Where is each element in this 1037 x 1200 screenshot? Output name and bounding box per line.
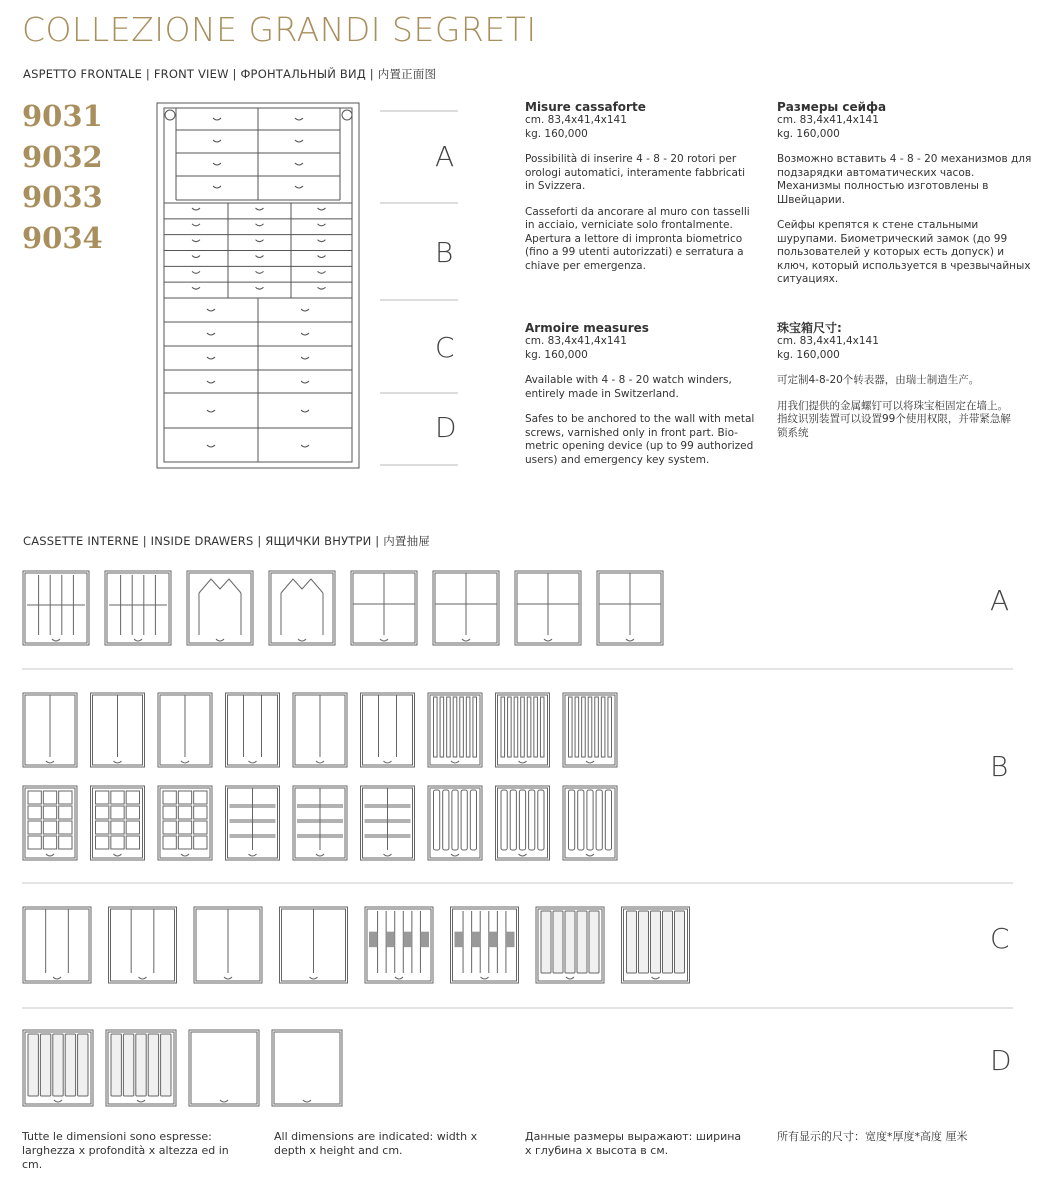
drawer-insert [496, 786, 550, 860]
footer-italian: Tutte le dimensioni sono espresse: larghezza x profondità x altezza ed in cm. [22, 1130, 229, 1171]
section-letter-a: A [435, 140, 455, 173]
page-title: COLLEZIONE GRANDI SEGRETI [22, 10, 537, 49]
handle-icon [462, 639, 470, 641]
drawer-insert [23, 907, 91, 983]
drawer-insert [451, 907, 519, 983]
handle-icon [298, 639, 306, 641]
handle-icon [384, 854, 392, 856]
handle-icon [249, 761, 257, 763]
front-view-label: ASPETTO FRONTALE | FRONT VIEW | ФРОНТАЛЬНЫЙ ВИД | 内置正面图 [23, 67, 437, 81]
model-number: 9031 [22, 99, 103, 133]
drawer-insert [515, 571, 581, 645]
handle-icon [54, 1100, 62, 1102]
drawer-insert [23, 693, 77, 767]
handle-icon [181, 761, 189, 763]
drawer-insert [563, 786, 617, 860]
handle-icon [181, 854, 189, 856]
drawer-insert [226, 693, 280, 767]
heading: Размеры сейфа [777, 100, 887, 114]
section-letter-d: D [435, 411, 457, 444]
drawer-insert [433, 571, 499, 645]
handle-icon [566, 977, 574, 979]
handle-icon [316, 761, 324, 763]
handle-icon [46, 854, 54, 856]
handle-icon [46, 761, 54, 763]
drawer-insert [597, 571, 663, 645]
handle-icon [544, 639, 552, 641]
weight: kg. 160,000 [777, 348, 840, 361]
drawer-insert [293, 693, 347, 767]
handle-icon [310, 977, 318, 979]
drawer-insert [272, 1030, 342, 1106]
drawer-insert [226, 786, 280, 860]
drawer-insert [428, 693, 482, 767]
model-number: 9032 [22, 139, 103, 174]
handle-icon [52, 639, 60, 641]
paragraph: 用我们提供的金属螺钉可以将珠宝柜固定在墙上。指纹识别装置可以设置99个使用权限，并带紧急解锁系统 [777, 399, 1011, 439]
drawer-insert [365, 907, 433, 983]
handle-icon [626, 639, 634, 641]
drawer-insert [194, 907, 262, 983]
drawer-insert [351, 571, 417, 645]
handle-icon [519, 761, 527, 763]
paragraph: Safes to be anchored to the wall with metal screws, varnished only in front part. Bio-metric opening device (up to 99 authorized users) and emergency key system. [525, 413, 755, 466]
drawer-insert [23, 571, 89, 645]
section-letter-c: C [435, 331, 455, 364]
paragraph: Сейфы крепятся к стене стальными шурупами. Биометрический замок (до 99 пользователей у которых есть допуск) и ключ, который используется в чрезвычайных ситуациях. [777, 219, 1031, 285]
dimensions: cm. 83,4x41,4x141 [777, 114, 879, 126]
paragraph: Возможно вставить 4 - 8 - 20 механизмов для подзарядки автоматических часов. Механизмы полностью изготовлены в Швейцарии. [777, 153, 1032, 206]
drawer-insert [158, 693, 212, 767]
drawer-insert [106, 1030, 176, 1106]
weight: kg. 160,000 [777, 127, 840, 140]
handle-icon [114, 761, 122, 763]
heading: 珠宝箱尺寸: [777, 321, 842, 335]
handle-icon [134, 639, 142, 641]
section-letter-d: D [990, 1044, 1012, 1077]
drawer-insert [23, 786, 77, 860]
handle-icon [114, 854, 122, 856]
dimensions: cm. 83,4x41,4x141 [525, 114, 627, 126]
drawer-insert [496, 693, 550, 767]
paragraph: Possibilità di inserire 4 - 8 - 20 rotori per orologi automatici, interamente fabbricati in Svizzera. [525, 153, 745, 192]
handle-icon [481, 977, 489, 979]
drawer-insert [91, 786, 145, 860]
drawer-insert [187, 571, 253, 645]
handle-icon [652, 977, 660, 979]
drawer-insert [563, 693, 617, 767]
drawer-insert [109, 907, 177, 983]
section-letter-a: A [990, 584, 1010, 617]
drawer-insert [189, 1030, 259, 1106]
section-letter-c: C [990, 922, 1010, 955]
section-letter-b: B [990, 750, 1009, 783]
drawer-insert [23, 1030, 93, 1106]
paragraph: 可定制4-8-20个转表器，由瑞士制造生产。 [777, 374, 980, 386]
dimensions: cm. 83,4x41,4x141 [777, 335, 879, 347]
drawer-insert [428, 786, 482, 860]
handle-icon [53, 977, 61, 979]
weight: kg. 160,000 [525, 127, 588, 140]
handle-icon [586, 854, 594, 856]
handle-icon [137, 1100, 145, 1102]
inside-drawers-label: CASSETTE INTERNE | INSIDE DRAWERS | ЯЩИЧКИ ВНУТРИ | 内置抽屉 [23, 534, 431, 548]
handle-icon [451, 761, 459, 763]
footer-russian: Данные размеры выражают: ширина х глубина х высота в см. [525, 1130, 742, 1157]
weight: kg. 160,000 [525, 348, 588, 361]
drawer-insert [280, 907, 348, 983]
paragraph: Available with 4 - 8 - 20 watch winders, entirely made in Switzerland. [525, 374, 732, 400]
paragraph: Casseforti da ancorare al muro con tasselli in acciaio, verniciate solo frontalmente. Apertura a lettore di impronta biometrico (fino a 99 utenti autorizzati) e serratura a chiave per emergenza. [525, 205, 750, 272]
footer-english: All dimensions are indicated: width x depth x height and cm. [274, 1130, 478, 1157]
drawer-insert [105, 571, 171, 645]
handle-icon [224, 977, 232, 979]
handle-icon [519, 854, 527, 856]
handle-icon [586, 761, 594, 763]
model-number: 9033 [22, 180, 103, 214]
model-number: 9034 [22, 220, 103, 255]
drawer-insert [91, 693, 145, 767]
handle-icon [451, 854, 459, 856]
drawer-insert [536, 907, 604, 983]
handle-icon [220, 1100, 228, 1102]
handle-icon [303, 1100, 311, 1102]
handle-icon [384, 761, 392, 763]
drawer-insert [293, 786, 347, 860]
footer-chinese: 所有显示的尺寸：宽度*厚度*高度 厘米 [777, 1130, 968, 1143]
drawer-insert [269, 571, 335, 645]
drawer-insert [622, 907, 690, 983]
handle-icon [380, 639, 388, 641]
handle-icon [216, 639, 224, 641]
heading: Misure cassaforte [525, 100, 646, 114]
drawer-insert [361, 786, 415, 860]
section-letter-b: B [435, 236, 454, 269]
handle-icon [316, 854, 324, 856]
heading: Armoire measures [525, 321, 649, 335]
handle-icon [249, 854, 257, 856]
drawer-insert [361, 693, 415, 767]
handle-icon [395, 977, 403, 979]
handle-icon [139, 977, 147, 979]
dimensions: cm. 83,4x41,4x141 [525, 335, 627, 347]
drawer-insert [158, 786, 212, 860]
